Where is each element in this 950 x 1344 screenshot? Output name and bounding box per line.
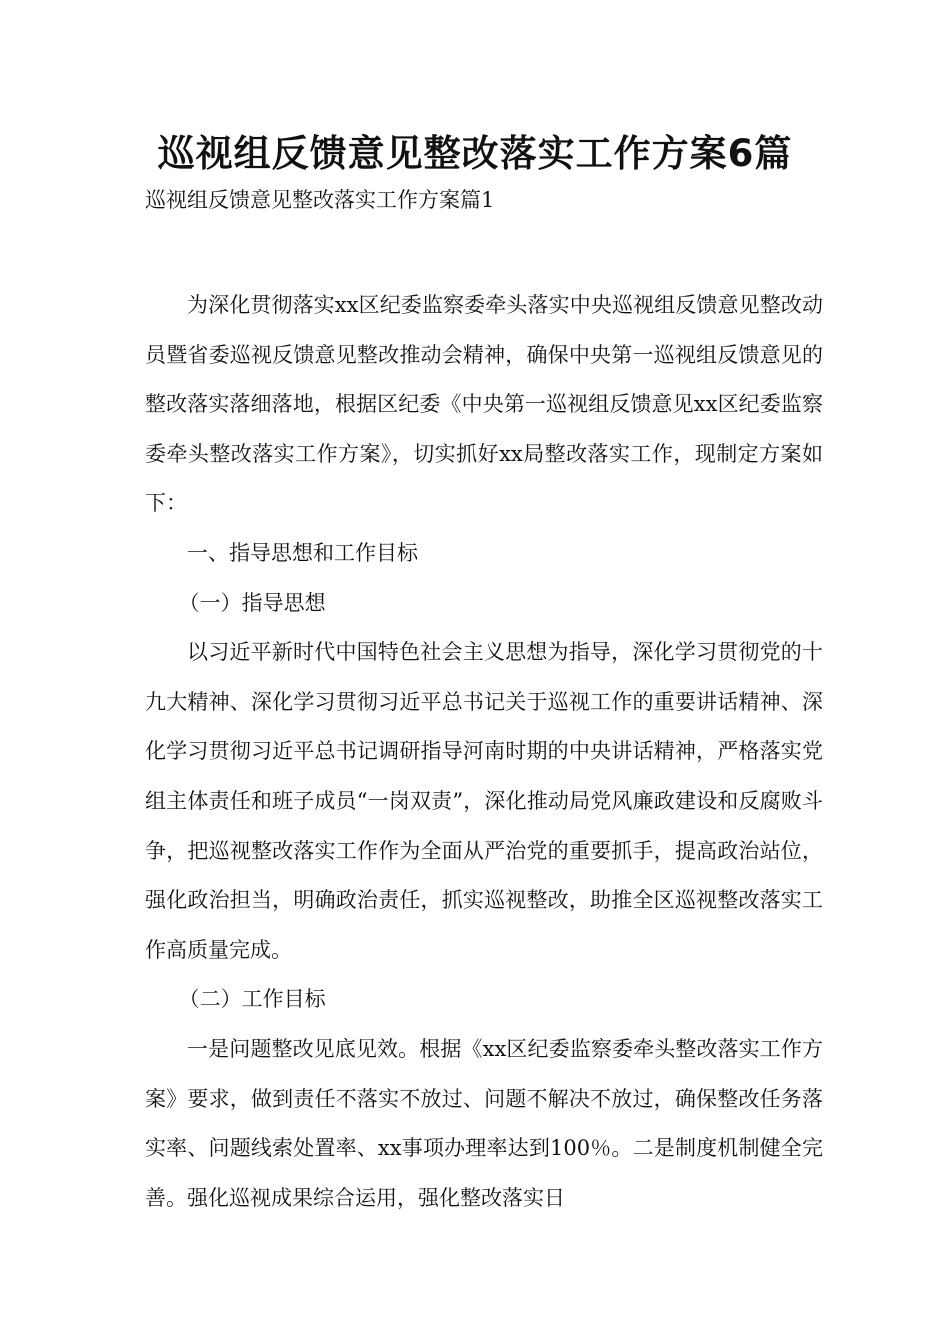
paragraph-guiding-thought: 以习近平新时代中国特色社会主义思想为指导，深化学习贯彻党的十九大精神、深化学习贯彻习近平总书记关于巡视工作的重要讲话精神、深化学习贯彻习近平总书记调研指导河南时期的中央讲话精神，严格落实党组主体责任和班子成员“一岗双责”，深化推动局党风廉政建设和反腐败斗争，把巡视整改落实工作作为全面从严治党的重要抓手，提高政治站位，强化政治担当，明确政治责任，抓实巡视整改，助推全区巡视整改落实工作高质量完成。 (145, 640, 823, 962)
paragraph-intro: 为深化贯彻落实xx区纪委监察委牵头落实中央巡视组反馈意见整改动员暨省委巡视反馈意见整改推动会精神，确保中央第一巡视组反馈意见的整改落实落细落地，根据区纪委《中央第一巡视组反馈意见xx区纪委监察委牵头整改落实工作方案》，切实抓好xx局整改落实工作，现制定方案如下： (145, 293, 823, 516)
document-subtitle: 巡视组反馈意见整改落实工作方案篇1 (145, 188, 495, 212)
document-body (145, 281, 823, 1223)
subsection-heading-work-goals: （二）工作目标 (178, 987, 326, 1012)
section-heading-guiding-thought-and-goals: 一、指导思想和工作目标 (187, 540, 418, 565)
subsection-heading-guiding-thought: （一）指导思想 (178, 590, 326, 615)
paragraph-work-goals: 一是问题整改见底见效。根据《xx区纪委监察委牵头整改落实工作方案》要求，做到责任不落实不放过、问题不解决不放过，确保整改任务落实率、问题线索处置率、xx事项办理率达到100％。二是制度机制健全完善。强化巡视成果综合运用，强化整改落实日 (145, 1036, 823, 1210)
document-title: 巡视组反馈意见整改落实工作方案6篇 (157, 132, 793, 175)
